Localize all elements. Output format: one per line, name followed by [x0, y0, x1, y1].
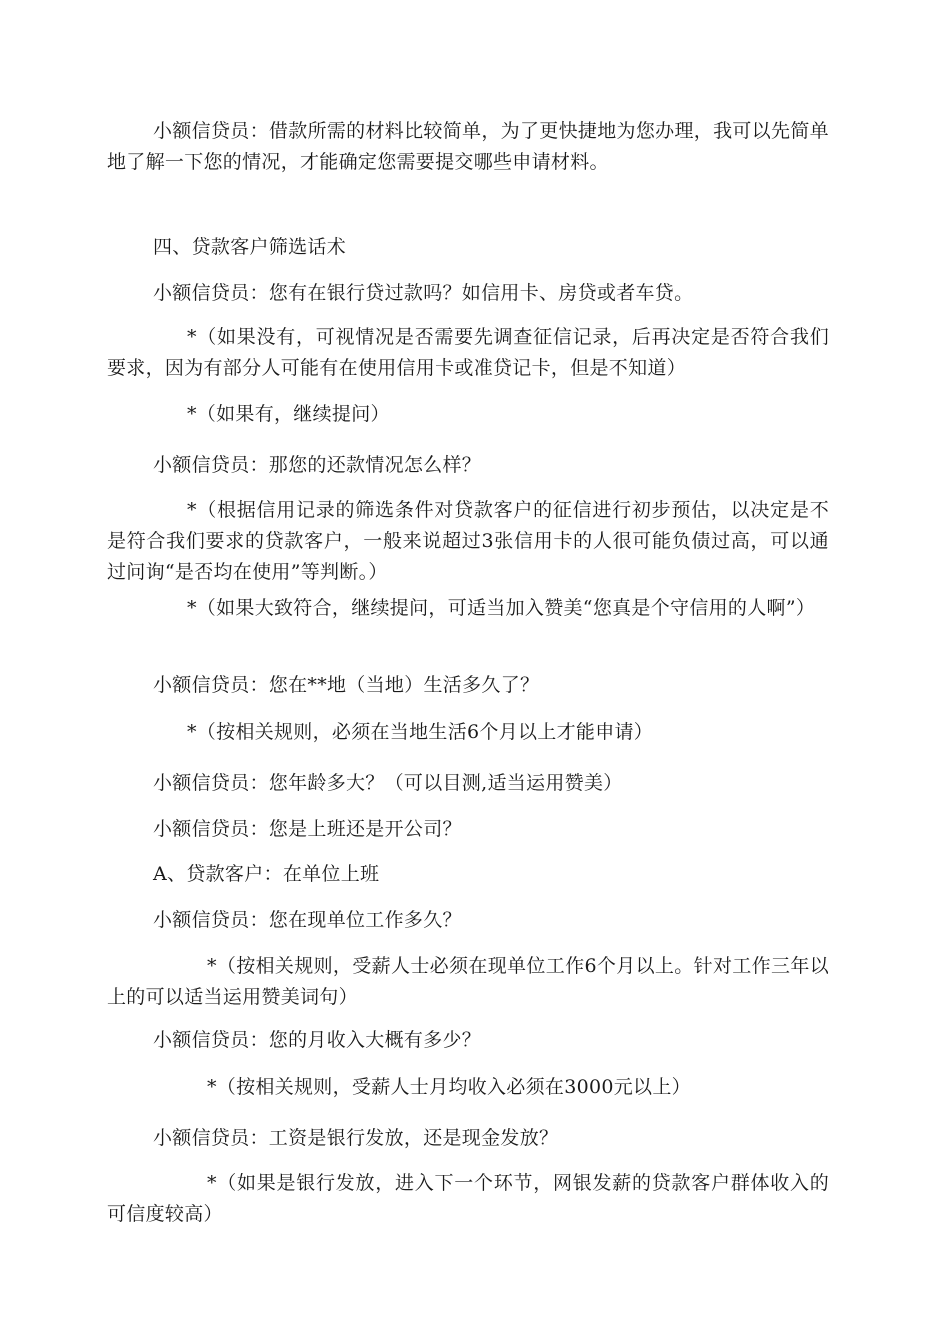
paragraph-q-salary-method: 小额信贷员：工资是银行发放，还是现金发放？ [153, 1127, 559, 1149]
paragraph-q-income: 小额信贷员：您的月收入大概有多少？ [153, 1029, 482, 1051]
paragraph-q-employment: 小额信贷员：您是上班还是开公司？ [153, 818, 462, 840]
note-credit-screening: *（根据信用记录的筛选条件对贷款客户的征信进行初步预估，以决定是不是符合我们要求的贷款客户，一般来说超过3张信用卡的人很可能负债过高，可以通过问询“是否均在使用”等判断。） [107, 499, 829, 583]
note-no-loan: *（如果没有，可视情况是否需要先调查征信记录，后再决定是否符合我们要求，因为有部分人可能有在使用信用卡或准贷记卡，但是不知道） [107, 326, 829, 379]
note-has-loan: *（如果有，继续提问） [187, 403, 390, 425]
paragraph-q-tenure: 小额信贷员：您在现单位工作多久？ [153, 909, 462, 931]
note-praise: *（如果大致符合，继续提问，可适当加入赞美“您真是个守信用的人啊”） [187, 597, 816, 619]
paragraph-q-repayment: 小额信贷员：那您的还款情况怎么样？ [153, 454, 482, 476]
paragraph-answer-a: A、贷款客户：在单位上班 [153, 863, 380, 885]
note-residence-rule: *（按相关规则，必须在当地生活6个月以上才能申请） [187, 721, 654, 743]
paragraph-q-age: 小额信贷员：您年龄多大？（可以目测,适当运用赞美） [153, 772, 623, 794]
section-heading: 四、贷款客户筛选话术 [153, 236, 347, 258]
note-salary-method: *（如果是银行发放，进入下一个环节，网银发薪的贷款客户群体收入的可信度较高） [107, 1172, 829, 1225]
paragraph-materials-intro: 小额信贷员：借款所需的材料比较简单，为了更快捷地为您办理，我可以先简单地了解一下您的情况，才能确定您需要提交哪些申请材料。 [107, 120, 829, 173]
paragraph-q-residence: 小额信贷员：您在**地（当地）生活多久了？ [153, 674, 540, 696]
paragraph-q-bank-loan: 小额信贷员：您有在银行贷过款吗？如信用卡、房贷或者车贷。 [153, 282, 694, 304]
note-tenure-rule: *（按相关规则，受薪人士必须在现单位工作6个月以上。针对工作三年以上的可以适当运用赞美词句） [107, 955, 829, 1008]
note-income-rule: *（按相关规则，受薪人士月均收入必须在3000元以上） [207, 1076, 691, 1098]
